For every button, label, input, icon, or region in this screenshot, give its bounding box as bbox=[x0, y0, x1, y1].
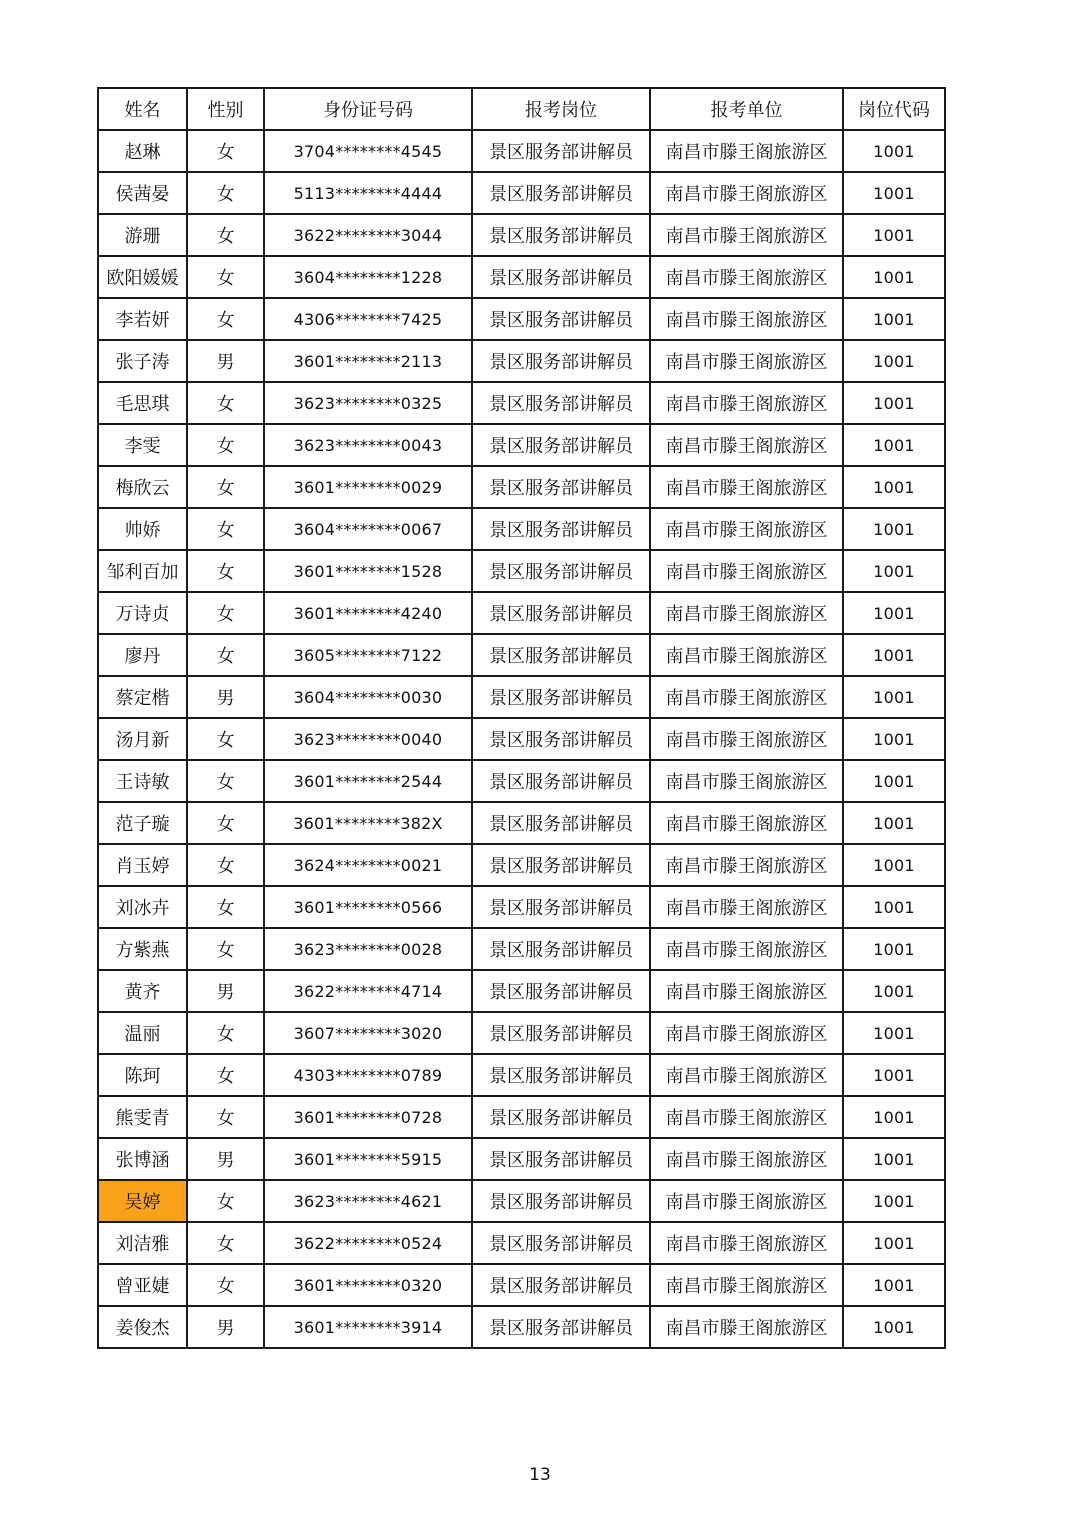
cell-id-number: 3601********3914 bbox=[264, 1306, 472, 1348]
table-row bbox=[98, 928, 945, 970]
cell-position-code: 1001 bbox=[843, 718, 945, 760]
cell-position: 景区服务部讲解员 bbox=[472, 1180, 650, 1222]
cell-gender: 女 bbox=[187, 718, 264, 760]
table-row bbox=[98, 382, 945, 424]
cell-position-code: 1001 bbox=[843, 298, 945, 340]
cell-position: 景区服务部讲解员 bbox=[472, 1012, 650, 1054]
cell-unit: 南昌市滕王阁旅游区 bbox=[650, 172, 843, 214]
table-row bbox=[98, 466, 945, 508]
cell-position: 景区服务部讲解员 bbox=[472, 424, 650, 466]
cell-gender: 女 bbox=[187, 634, 264, 676]
table-row bbox=[98, 424, 945, 466]
cell-gender: 女 bbox=[187, 382, 264, 424]
cell-gender: 女 bbox=[187, 886, 264, 928]
cell-position: 景区服务部讲解员 bbox=[472, 340, 650, 382]
cell-gender: 女 bbox=[187, 1180, 264, 1222]
cell-gender: 女 bbox=[187, 1222, 264, 1264]
cell-gender: 女 bbox=[187, 298, 264, 340]
cell-name: 温丽 bbox=[98, 1012, 187, 1054]
cell-gender: 男 bbox=[187, 970, 264, 1012]
cell-name: 蔡定楷 bbox=[98, 676, 187, 718]
cell-name: 帅娇 bbox=[98, 508, 187, 550]
cell-gender: 女 bbox=[187, 802, 264, 844]
table-header-row bbox=[98, 88, 945, 130]
cell-id-number: 3622********4714 bbox=[264, 970, 472, 1012]
cell-unit: 南昌市滕王阁旅游区 bbox=[650, 214, 843, 256]
cell-position: 景区服务部讲解员 bbox=[472, 592, 650, 634]
cell-name: 李雯 bbox=[98, 424, 187, 466]
cell-position-code: 1001 bbox=[843, 1054, 945, 1096]
cell-position-code: 1001 bbox=[843, 634, 945, 676]
cell-id-number: 3607********3020 bbox=[264, 1012, 472, 1054]
cell-position: 景区服务部讲解员 bbox=[472, 382, 650, 424]
table-body bbox=[98, 130, 945, 1348]
cell-unit: 南昌市滕王阁旅游区 bbox=[650, 466, 843, 508]
table-row bbox=[98, 592, 945, 634]
cell-id-number: 3623********4621 bbox=[264, 1180, 472, 1222]
cell-position: 景区服务部讲解员 bbox=[472, 634, 650, 676]
cell-gender: 女 bbox=[187, 172, 264, 214]
table-row bbox=[98, 256, 945, 298]
table-row bbox=[98, 214, 945, 256]
cell-id-number: 3704********4545 bbox=[264, 130, 472, 172]
cell-position-code: 1001 bbox=[843, 886, 945, 928]
cell-gender: 男 bbox=[187, 1138, 264, 1180]
table-row bbox=[98, 1012, 945, 1054]
cell-unit: 南昌市滕王阁旅游区 bbox=[650, 1306, 843, 1348]
cell-unit: 南昌市滕王阁旅游区 bbox=[650, 424, 843, 466]
table-row bbox=[98, 844, 945, 886]
cell-unit: 南昌市滕王阁旅游区 bbox=[650, 1096, 843, 1138]
cell-name: 赵琳 bbox=[98, 130, 187, 172]
cell-id-number: 3604********0030 bbox=[264, 676, 472, 718]
cell-gender: 女 bbox=[187, 256, 264, 298]
table-row bbox=[98, 1180, 945, 1222]
cell-position: 景区服务部讲解员 bbox=[472, 802, 650, 844]
cell-position: 景区服务部讲解员 bbox=[472, 1054, 650, 1096]
cell-id-number: 3601********2113 bbox=[264, 340, 472, 382]
cell-name: 张子涛 bbox=[98, 340, 187, 382]
table-row bbox=[98, 1222, 945, 1264]
table-row bbox=[98, 1054, 945, 1096]
cell-position: 景区服务部讲解员 bbox=[472, 508, 650, 550]
table-row bbox=[98, 760, 945, 802]
cell-name: 陈珂 bbox=[98, 1054, 187, 1096]
cell-id-number: 3622********3044 bbox=[264, 214, 472, 256]
cell-unit: 南昌市滕王阁旅游区 bbox=[650, 1264, 843, 1306]
cell-position-code: 1001 bbox=[843, 760, 945, 802]
table-row bbox=[98, 1138, 945, 1180]
cell-gender: 男 bbox=[187, 1306, 264, 1348]
cell-position-code: 1001 bbox=[843, 214, 945, 256]
cell-gender: 女 bbox=[187, 130, 264, 172]
table-row bbox=[98, 340, 945, 382]
cell-name: 黄齐 bbox=[98, 970, 187, 1012]
cell-position: 景区服务部讲解员 bbox=[472, 214, 650, 256]
cell-name: 吴婷 bbox=[98, 1180, 187, 1222]
header-gender: 性别 bbox=[187, 88, 264, 130]
cell-gender: 女 bbox=[187, 844, 264, 886]
cell-position: 景区服务部讲解员 bbox=[472, 886, 650, 928]
cell-name: 刘冰卉 bbox=[98, 886, 187, 928]
cell-unit: 南昌市滕王阁旅游区 bbox=[650, 676, 843, 718]
cell-name: 肖玉婷 bbox=[98, 844, 187, 886]
cell-position-code: 1001 bbox=[843, 508, 945, 550]
cell-unit: 南昌市滕王阁旅游区 bbox=[650, 718, 843, 760]
cell-name: 李若妍 bbox=[98, 298, 187, 340]
cell-id-number: 3601********382X bbox=[264, 802, 472, 844]
cell-gender: 女 bbox=[187, 214, 264, 256]
cell-gender: 男 bbox=[187, 676, 264, 718]
cell-name: 范子璇 bbox=[98, 802, 187, 844]
cell-gender: 女 bbox=[187, 424, 264, 466]
cell-unit: 南昌市滕王阁旅游区 bbox=[650, 1180, 843, 1222]
table-row bbox=[98, 1096, 945, 1138]
table-row bbox=[98, 802, 945, 844]
table-row bbox=[98, 634, 945, 676]
table-row bbox=[98, 886, 945, 928]
cell-id-number: 3623********0040 bbox=[264, 718, 472, 760]
cell-unit: 南昌市滕王阁旅游区 bbox=[650, 340, 843, 382]
cell-gender: 女 bbox=[187, 550, 264, 592]
cell-gender: 男 bbox=[187, 340, 264, 382]
cell-position-code: 1001 bbox=[843, 1222, 945, 1264]
cell-gender: 女 bbox=[187, 466, 264, 508]
cell-unit: 南昌市滕王阁旅游区 bbox=[650, 844, 843, 886]
cell-position-code: 1001 bbox=[843, 382, 945, 424]
header-position: 报考岗位 bbox=[472, 88, 650, 130]
cell-unit: 南昌市滕王阁旅游区 bbox=[650, 592, 843, 634]
cell-id-number: 3601********0728 bbox=[264, 1096, 472, 1138]
cell-id-number: 3605********7122 bbox=[264, 634, 472, 676]
table-row bbox=[98, 298, 945, 340]
cell-id-number: 3622********0524 bbox=[264, 1222, 472, 1264]
cell-unit: 南昌市滕王阁旅游区 bbox=[650, 1138, 843, 1180]
cell-id-number: 4303********0789 bbox=[264, 1054, 472, 1096]
cell-name: 邹利百加 bbox=[98, 550, 187, 592]
cell-gender: 女 bbox=[187, 1054, 264, 1096]
header-name: 姓名 bbox=[98, 88, 187, 130]
cell-unit: 南昌市滕王阁旅游区 bbox=[650, 130, 843, 172]
cell-position: 景区服务部讲解员 bbox=[472, 130, 650, 172]
cell-name: 曾亚婕 bbox=[98, 1264, 187, 1306]
cell-unit: 南昌市滕王阁旅游区 bbox=[650, 298, 843, 340]
cell-position-code: 1001 bbox=[843, 424, 945, 466]
cell-position: 景区服务部讲解员 bbox=[472, 1306, 650, 1348]
table-row bbox=[98, 550, 945, 592]
cell-gender: 女 bbox=[187, 1264, 264, 1306]
cell-unit: 南昌市滕王阁旅游区 bbox=[650, 1222, 843, 1264]
cell-gender: 女 bbox=[187, 760, 264, 802]
table-row bbox=[98, 676, 945, 718]
cell-id-number: 3601********0029 bbox=[264, 466, 472, 508]
cell-position-code: 1001 bbox=[843, 802, 945, 844]
header-position-code: 岗位代码 bbox=[843, 88, 945, 130]
cell-unit: 南昌市滕王阁旅游区 bbox=[650, 508, 843, 550]
cell-position: 景区服务部讲解员 bbox=[472, 550, 650, 592]
cell-position-code: 1001 bbox=[843, 172, 945, 214]
cell-id-number: 3623********0043 bbox=[264, 424, 472, 466]
cell-position-code: 1001 bbox=[843, 1096, 945, 1138]
cell-id-number: 5113********4444 bbox=[264, 172, 472, 214]
cell-position-code: 1001 bbox=[843, 1180, 945, 1222]
cell-name: 姜俊杰 bbox=[98, 1306, 187, 1348]
cell-position: 景区服务部讲解员 bbox=[472, 970, 650, 1012]
cell-id-number: 3624********0021 bbox=[264, 844, 472, 886]
cell-position: 景区服务部讲解员 bbox=[472, 760, 650, 802]
cell-position-code: 1001 bbox=[843, 550, 945, 592]
cell-position-code: 1001 bbox=[843, 676, 945, 718]
table-row bbox=[98, 1306, 945, 1348]
cell-name: 熊雯青 bbox=[98, 1096, 187, 1138]
cell-id-number: 3604********0067 bbox=[264, 508, 472, 550]
cell-id-number: 3604********1228 bbox=[264, 256, 472, 298]
cell-position-code: 1001 bbox=[843, 340, 945, 382]
header-id-number: 身份证号码 bbox=[264, 88, 472, 130]
cell-gender: 女 bbox=[187, 928, 264, 970]
cell-name: 汤月新 bbox=[98, 718, 187, 760]
cell-position-code: 1001 bbox=[843, 256, 945, 298]
cell-name: 万诗贞 bbox=[98, 592, 187, 634]
cell-unit: 南昌市滕王阁旅游区 bbox=[650, 928, 843, 970]
cell-name: 欧阳媛媛 bbox=[98, 256, 187, 298]
cell-unit: 南昌市滕王阁旅游区 bbox=[650, 970, 843, 1012]
cell-gender: 女 bbox=[187, 1012, 264, 1054]
cell-name: 毛思琪 bbox=[98, 382, 187, 424]
cell-position-code: 1001 bbox=[843, 466, 945, 508]
cell-position: 景区服务部讲解员 bbox=[472, 172, 650, 214]
table-row bbox=[98, 970, 945, 1012]
candidate-table bbox=[97, 87, 946, 1349]
cell-position-code: 1001 bbox=[843, 1306, 945, 1348]
cell-gender: 女 bbox=[187, 592, 264, 634]
cell-name: 侯茜晏 bbox=[98, 172, 187, 214]
cell-id-number: 3601********0566 bbox=[264, 886, 472, 928]
cell-name: 梅欣云 bbox=[98, 466, 187, 508]
cell-unit: 南昌市滕王阁旅游区 bbox=[650, 256, 843, 298]
cell-position: 景区服务部讲解员 bbox=[472, 718, 650, 760]
page-number: 13 bbox=[529, 1465, 551, 1485]
cell-id-number: 3623********0028 bbox=[264, 928, 472, 970]
cell-gender: 女 bbox=[187, 1096, 264, 1138]
header-unit: 报考单位 bbox=[650, 88, 843, 130]
cell-unit: 南昌市滕王阁旅游区 bbox=[650, 550, 843, 592]
cell-name: 方紫燕 bbox=[98, 928, 187, 970]
cell-position-code: 1001 bbox=[843, 1012, 945, 1054]
cell-name: 王诗敏 bbox=[98, 760, 187, 802]
cell-position-code: 1001 bbox=[843, 928, 945, 970]
cell-position-code: 1001 bbox=[843, 1138, 945, 1180]
cell-unit: 南昌市滕王阁旅游区 bbox=[650, 634, 843, 676]
cell-name: 游珊 bbox=[98, 214, 187, 256]
cell-position: 景区服务部讲解员 bbox=[472, 1222, 650, 1264]
cell-position: 景区服务部讲解员 bbox=[472, 298, 650, 340]
table-row bbox=[98, 718, 945, 760]
cell-position-code: 1001 bbox=[843, 130, 945, 172]
table-row bbox=[98, 172, 945, 214]
cell-id-number: 3601********4240 bbox=[264, 592, 472, 634]
cell-position: 景区服务部讲解员 bbox=[472, 844, 650, 886]
cell-position: 景区服务部讲解员 bbox=[472, 256, 650, 298]
cell-name: 张博涵 bbox=[98, 1138, 187, 1180]
cell-unit: 南昌市滕王阁旅游区 bbox=[650, 1054, 843, 1096]
cell-name: 廖丹 bbox=[98, 634, 187, 676]
cell-position: 景区服务部讲解员 bbox=[472, 1096, 650, 1138]
cell-unit: 南昌市滕王阁旅游区 bbox=[650, 382, 843, 424]
cell-id-number: 3623********0325 bbox=[264, 382, 472, 424]
cell-gender: 女 bbox=[187, 508, 264, 550]
cell-position: 景区服务部讲解员 bbox=[472, 466, 650, 508]
cell-position-code: 1001 bbox=[843, 592, 945, 634]
cell-id-number: 3601********0320 bbox=[264, 1264, 472, 1306]
cell-position-code: 1001 bbox=[843, 1264, 945, 1306]
cell-id-number: 4306********7425 bbox=[264, 298, 472, 340]
cell-unit: 南昌市滕王阁旅游区 bbox=[650, 886, 843, 928]
table-row bbox=[98, 1264, 945, 1306]
cell-unit: 南昌市滕王阁旅游区 bbox=[650, 760, 843, 802]
cell-id-number: 3601********1528 bbox=[264, 550, 472, 592]
cell-name: 刘洁雅 bbox=[98, 1222, 187, 1264]
table-row bbox=[98, 508, 945, 550]
cell-position: 景区服务部讲解员 bbox=[472, 1138, 650, 1180]
table-row bbox=[98, 130, 945, 172]
cell-unit: 南昌市滕王阁旅游区 bbox=[650, 802, 843, 844]
cell-position: 景区服务部讲解员 bbox=[472, 676, 650, 718]
cell-position: 景区服务部讲解员 bbox=[472, 928, 650, 970]
cell-position-code: 1001 bbox=[843, 844, 945, 886]
cell-id-number: 3601********2544 bbox=[264, 760, 472, 802]
cell-position: 景区服务部讲解员 bbox=[472, 1264, 650, 1306]
cell-unit: 南昌市滕王阁旅游区 bbox=[650, 1012, 843, 1054]
cell-id-number: 3601********5915 bbox=[264, 1138, 472, 1180]
cell-position-code: 1001 bbox=[843, 970, 945, 1012]
